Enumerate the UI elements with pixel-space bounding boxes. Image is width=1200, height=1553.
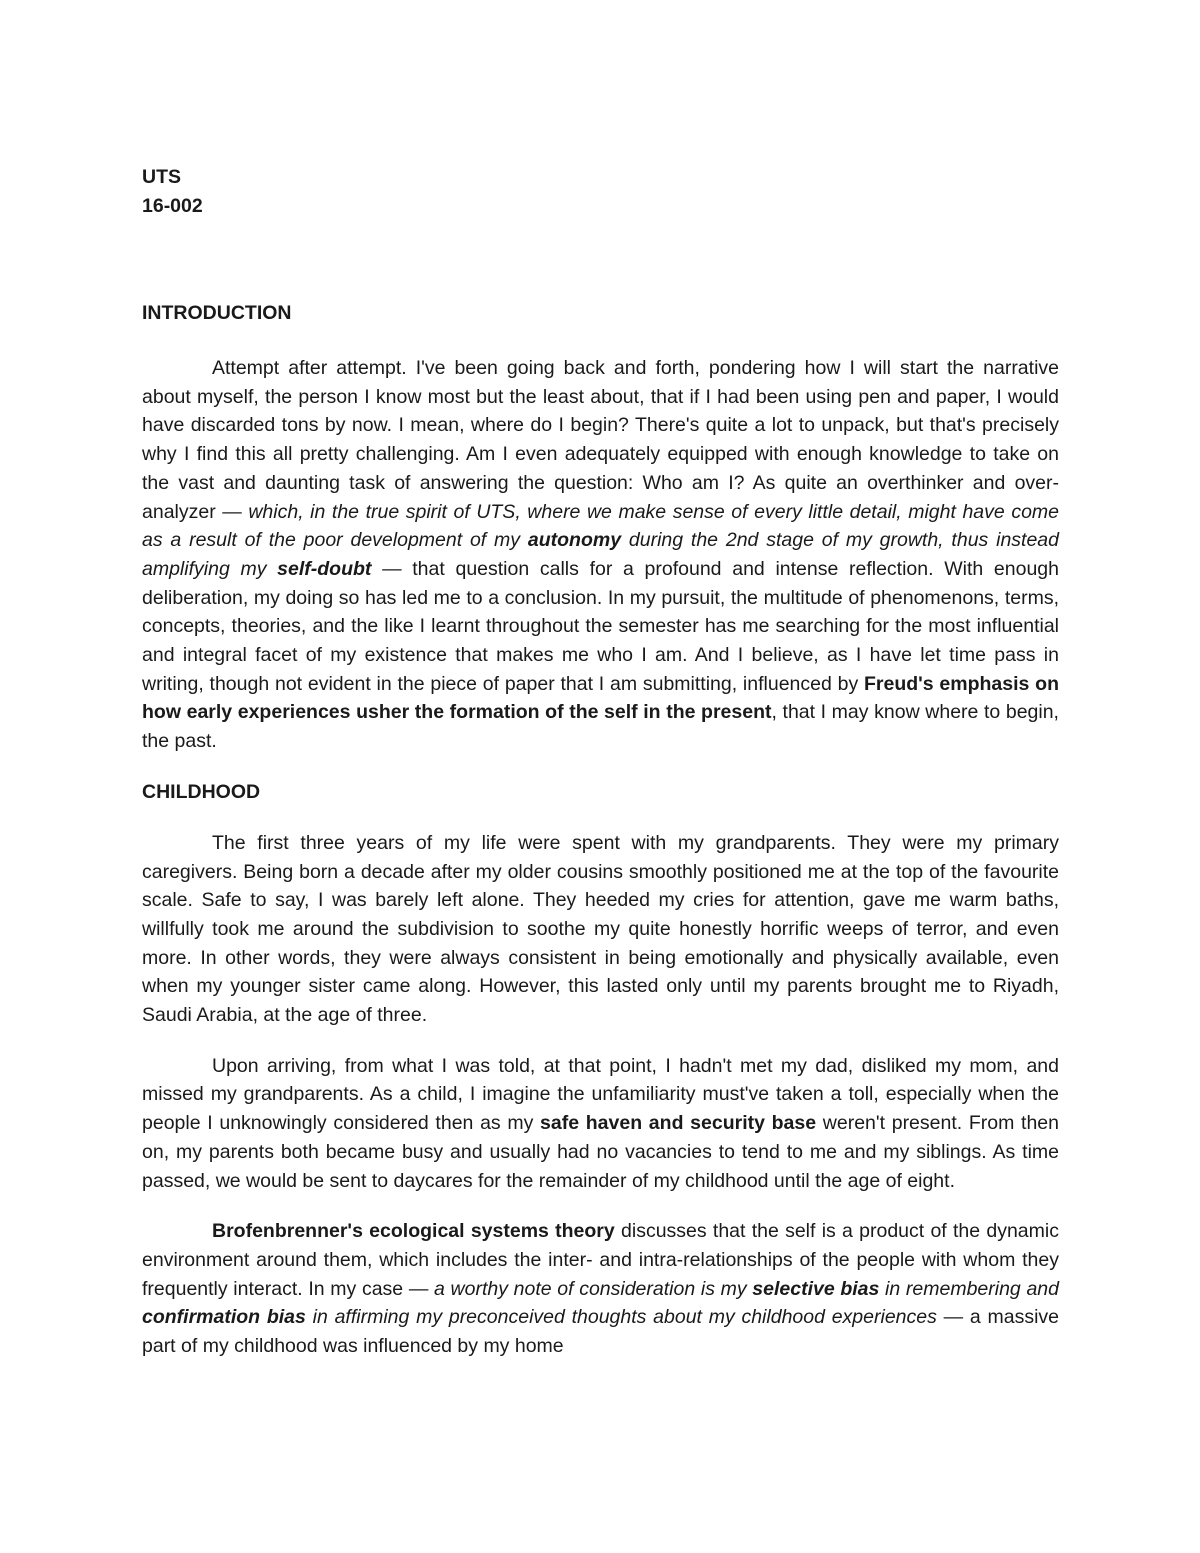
childhood-term-safe-haven: safe haven and security base <box>540 1112 817 1135</box>
intro-italic-2: during the 2nd stage of my growth, thus instead amplifying my <box>142 529 1059 580</box>
spacer <box>142 221 1059 299</box>
spacer <box>142 756 1059 778</box>
childhood-term-confirmation-bias: confirmation bias <box>142 1306 306 1329</box>
childhood-p3-text-2: — a massive part of my childhood was influenced by my home <box>142 1306 1059 1358</box>
childhood-term-ecological: Brofenbrenner's ecological systems theory <box>212 1220 615 1243</box>
introduction-heading: INTRODUCTION <box>142 302 292 324</box>
intro-text-1: Attempt after attempt. I've been going back and forth, pondering how I will start the narrative about myself, the person I know most but the least about, that if I had been using pen and paper, I would have discarded tons by now. I mean, where do I begin? There's quite a lot to unpack, but that's precisely why I find this all pretty challenging. Am I even adequately equipped with enough knowledge to take on the vast and daunting task of answering the question: Who am I? As quite an overthinker and over-analyzer — <box>142 357 1059 523</box>
document-page <box>142 163 1059 1361</box>
intro-term-freud: Freud's emphasis on how early experiences usher the formation of the self in the present <box>142 672 1059 724</box>
childhood-p3-italic-2: in remembering and <box>879 1277 1059 1300</box>
spacer <box>142 1030 1059 1052</box>
childhood-heading: CHILDHOOD <box>142 780 261 803</box>
spacer <box>142 1195 1059 1217</box>
intro-italic-1: which, in the true spirit of UTS, where we make sense of every little detail, might have come as a result of the poor development of my <box>142 500 1059 552</box>
childhood-p3-italic-1: a worthy note of consideration is my <box>434 1277 753 1300</box>
childhood-p3-italic-3: in affirming my preconceived thoughts about my childhood experiences <box>305 1306 937 1329</box>
childhood-term-selective-bias: selective bias <box>752 1277 880 1300</box>
intro-text-2: — that question calls for a profound and intense reflection. With enough deliberation, my doing so has led me to a conclusion. In my pursuit, the multitude of phenomenons, terms, concepts, theories, and the like I learnt throughout the semester has me searching for the most influential and integral facet of my existence that makes me who I am. And I believe, as I have let time pass in writing, though not evident in the piece of paper that I am submitting, influenced by <box>142 557 1059 695</box>
spacer <box>142 328 1059 354</box>
childhood-paragraph-2 <box>142 1052 1059 1196</box>
childhood-p2-text-2: weren't present. From then on, my parents both became busy and usually had no vacancies to tend to me and my siblings. As time passed, we would be sent to daycares for the remainder of my childhood until the age of eight. <box>142 1112 1060 1192</box>
childhood-paragraph-1: The first three years of my life were spent with my grandparents. They were my primary caregivers. Being born a decade after my older cousins smoothly positioned me at the top of the favourite scale. Safe to say, I was barely left alone. They heeded my cries for attention, gave me warm baths, willfully took me around the subdivision to soothe my quite honestly horrific weeps of terror, and even more. In other words, they were always consistent in being emotionally and physically available, even when my younger sister came along. However, this lasted only until my parents brought me to Riyadh, Saudi Arabia, at the age of three. <box>142 831 1059 1027</box>
course-title: UTS <box>142 166 181 188</box>
childhood-paragraph-3 <box>142 1217 1059 1361</box>
intro-term-autonomy: autonomy <box>527 529 622 552</box>
childhood-p3-text-1: discusses that the self is a product of the dynamic environment around them, which includes the inter- and intra-relationships of the people with whom they frequently interact. In my case — <box>142 1220 1059 1300</box>
intro-text-3: , that I may know where to begin, the past. <box>142 701 1059 753</box>
intro-term-self-doubt: self-doubt <box>277 557 372 580</box>
section-code: 16-002 <box>142 195 203 217</box>
childhood-p2-text-1: Upon arriving, from what I was told, at that point, I hadn't met my dad, disliked my mom, and missed my grandparents. As a child, I imagine the unfamiliarity must've taken a toll, especially when the people I unknowingly considered then as my <box>142 1054 1059 1135</box>
introduction-paragraph <box>142 354 1059 756</box>
spacer <box>142 807 1059 829</box>
